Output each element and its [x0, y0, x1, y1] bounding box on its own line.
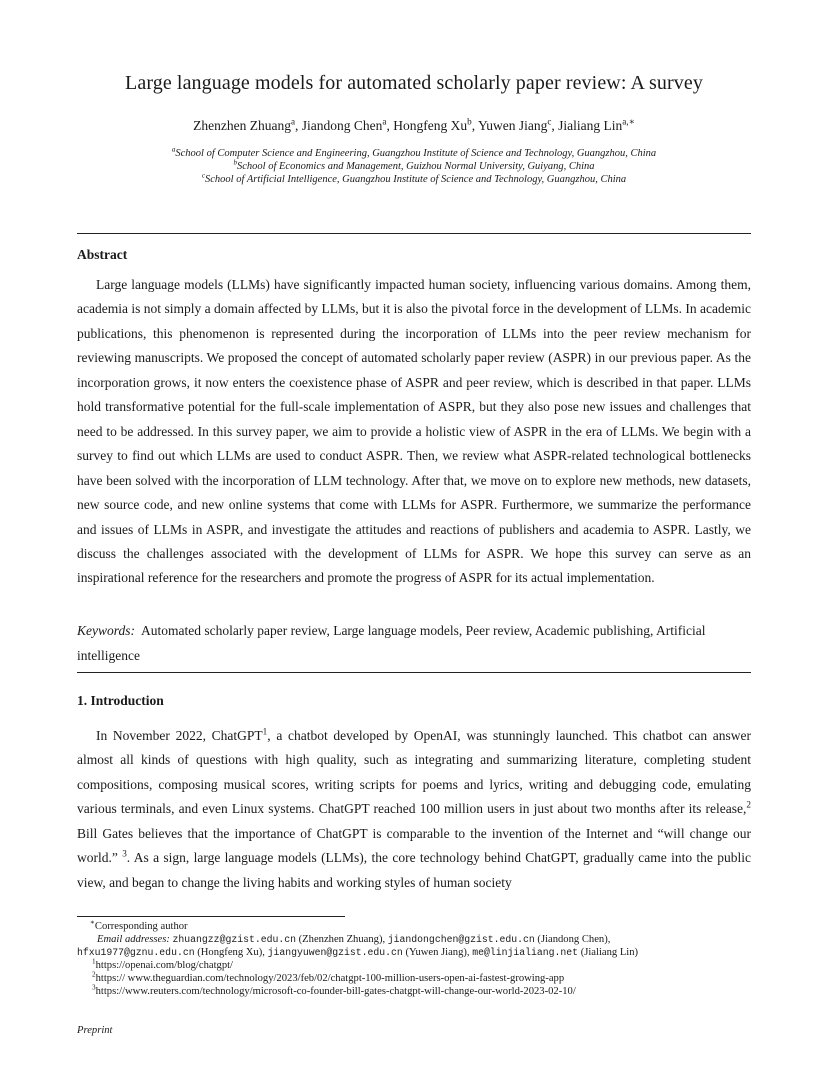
abstract-top-rule [77, 233, 751, 234]
email-link[interactable]: jiandongchen@gzist.edu.cn [387, 934, 535, 945]
email-link[interactable]: jiangyuwen@gzist.edu.cn [267, 946, 403, 958]
email-link[interactable]: zhuangzz@gzist.edu.cn [172, 934, 296, 945]
author-affiliation-mark: a [290, 116, 296, 127]
footnote-corresponding [90, 918, 770, 934]
footnote-1 [92, 957, 772, 973]
author-name: Hongfeng Xu [393, 118, 468, 133]
abstract-bottom-rule [77, 672, 751, 673]
affiliation-mark: a [171, 145, 176, 154]
affiliation-text: School of Economics and Management, Guizhou Normal University, Guiyang, China [237, 161, 595, 172]
affiliation-mark: b [233, 158, 237, 167]
intro-text: Bill Gates believes that the importance of ChatGPT is comparable to the invention of the Internet and “will change our world.” [77, 825, 751, 866]
email-owner: (Zhenzhen Zhuang), [296, 934, 388, 945]
author-name: Jialiang Lin [558, 118, 623, 133]
intro-text: . As a sign, large language models (LLMs), the core technology behind ChatGPT, gradually came into the public view, and began to change the living habits and working styles of human society [77, 850, 751, 890]
email-link[interactable]: me@linjialiang.net [472, 946, 579, 958]
affiliation-a [0, 145, 828, 159]
footnote-text: Corresponding author [94, 921, 188, 932]
footnote-marker[interactable]: 3 [122, 848, 127, 859]
footnote-number: 3 [92, 983, 96, 992]
affiliation-mark: c [201, 171, 206, 180]
keywords [77, 619, 751, 668]
author-affiliation-mark: c [547, 116, 552, 127]
email-owner: (Jialiang Lin) [578, 946, 639, 958]
author-name: Yuwen Jiang [477, 118, 548, 133]
author-affiliation-mark: a,∗ [622, 116, 635, 127]
footnote-url[interactable]: https:// www.theguardian.com/technology/2023/feb/02/chatgpt-100-million-users-open-ai-fastest-growing-app [95, 973, 565, 984]
introduction-paragraph [77, 724, 751, 895]
author-affiliation-mark: b [467, 116, 472, 127]
affiliation-text: School of Computer Science and Engineering, Guangzhou Institute of Science and Technology, Guangzhou, China [175, 148, 657, 159]
footnote-marker[interactable]: 1 [262, 726, 268, 737]
keywords-text: Automated scholarly paper review, Large language models, Peer review, Academic publishing, Artificial intelligence [77, 623, 706, 663]
email-owner: (Hongfeng Xu), [194, 946, 268, 958]
footnote-emails [77, 934, 757, 960]
footnote-number: 2 [92, 970, 96, 979]
footnote-marker[interactable]: 2 [746, 799, 751, 810]
keywords-label: Keywords: [77, 623, 135, 638]
paper-title: Large language models for automated scholarly paper review: A survey [125, 72, 703, 94]
abstract-heading: Abstract [77, 247, 128, 262]
email-owner: (Jiandong Chen), [534, 934, 611, 945]
affiliation-b [0, 158, 828, 172]
intro-text: , a chatbot developed by OpenAI, was stunningly launched. This chatbot can answer almost all kinds of questions with high quality, such as integrating and summarizing literature, completing student compositions, composing musical scores, writing scripts for poems and lyrics, writing and debugging code, emulating various terminals, and even Linux systems. ChatGPT reached 100 million users in just about two months after its release, [77, 728, 751, 817]
email-link[interactable]: hfxu1977@gznu.edu.cn [77, 946, 195, 958]
affiliation-text: School of Artificial Intelligence, Guangzhou Institute of Science and Technology, Guangzhou, China [205, 174, 627, 185]
author-name: Jiandong Chen [301, 118, 383, 133]
email-label: Email addresses: [97, 934, 170, 945]
preprint-label: Preprint [77, 1025, 113, 1036]
affiliation-c [0, 171, 828, 185]
intro-text: In November 2022, ChatGPT [96, 728, 263, 743]
footnote-2 [92, 970, 772, 986]
abstract-body: Large language models (LLMs) have significantly impacted human society, influencing various domains. Among them, academia is not simply a domain affected by LLMs, but it is also the pivotal force in the development of LLMs. In academic publications, this phenomenon is represented during the incorporation of LLMs into the peer review mechanism for reviewing manuscripts. We proposed the concept of automated scholarly paper review (ASPR) in our previous paper. As the incorporation grows, it now enters the coexistence phase of ASPR and peer review, which is described in that paper. LLMs hold transformative potential for the full-scale implementation of ASPR, but they also pose new issues and challenges that need to be addressed. In this survey paper, we aim to provide a holistic view of ASPR in the era of LLMs. We begin with a survey to find out which LLMs are used to conduct ASPR. Then, we review what ASPR-related technological bottlenecks have been solved with the incorporation of LLM technology. After that, we move on to explore new methods, new datasets, new source code, and new online systems that come with LLMs for ASPR. Furthermore, we summarize the performance and issues of LLMs in ASPR, and investigate the attitudes and reactions of publishers and academia to ASPR. Lastly, we discuss the challenges associated with the development of LLMs for ASPR. We hope this survey can serve as an inspirational reference for the researchers and promote the progress of ASPR for its actual implementation. [77, 277, 751, 586]
footnote-rule [77, 916, 345, 917]
footnote-url[interactable]: https://openai.com/blog/chatgpt/ [95, 960, 233, 971]
footnote-url[interactable]: https://www.reuters.com/technology/microsoft-co-founder-bill-gates-chatgpt-will-change-our-world-2023-02-10/ [95, 986, 576, 997]
author-list: Zhenzhen Zhuang$^a$, Jiandong Chen$^a$, Hongfeng Xu$^b$, Yuwen Jiang$^c$, Jialiang Lin$^{a,∗}$ [193, 116, 635, 133]
footnote-mark: ∗ [90, 918, 95, 927]
email-owner: (Yuwen Jiang), [402, 946, 473, 958]
author-name: Zhenzhen Zhuang [193, 118, 291, 133]
introduction-heading: 1. Introduction [77, 693, 164, 708]
footnote-3 [92, 983, 772, 999]
footnote-number: 1 [92, 957, 96, 966]
author-affiliation-mark: a [382, 116, 387, 127]
